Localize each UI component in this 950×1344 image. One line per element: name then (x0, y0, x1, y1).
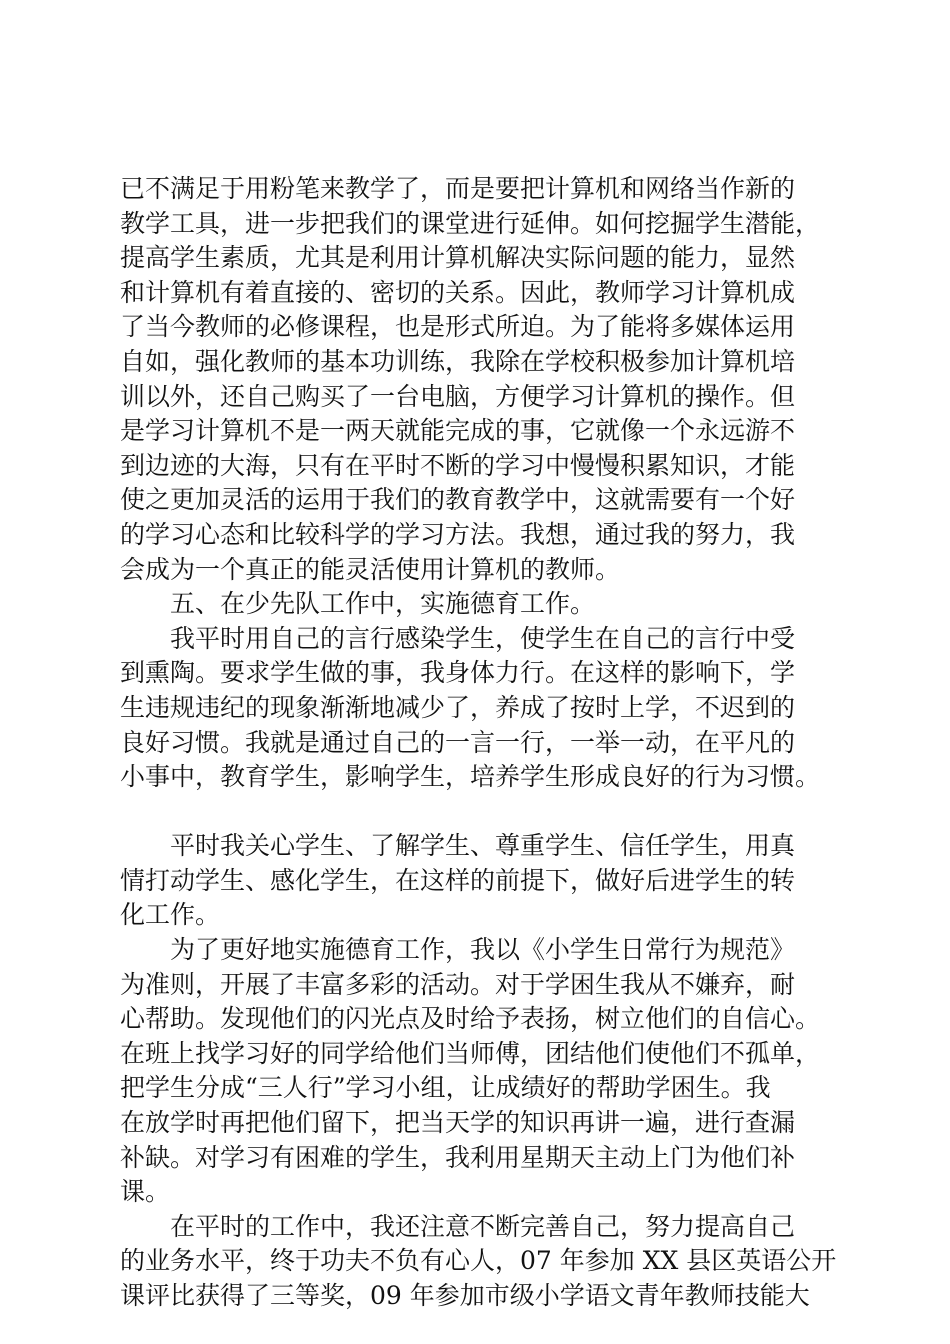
paragraph-caring-students: 平时我关心学生、了解学生、尊重学生、信任学生，用真 情打动学生、感化学生，在这样的前提下，做好后进学生的转 化工作。 (120, 831, 796, 930)
paragraph-self-improvement: 在平时的工作中，我还注意不断完善自己，努力提高自己 的业务水平，终于功夫不负有心人，07 年参加 XX 县区英语公开 课评比获得了三等奖，09 年参加市级小学语文青年教师技能大 (120, 1211, 837, 1310)
paragraph-setting-example: 我平时用自己的言行感染学生，使学生在自己的言行中受 到熏陶。要求学生做的事，我身体力行。在这样的影响下，学 生违规违纪的现象渐渐地减少了，养成了按时上学，不迟到的 良好习惯。我就是通过自己的一言一行，一举一动，在平凡的 小事中，教育学生，影响学生，培养学生形成良好的行为习惯。 (120, 623, 821, 792)
paragraph-gap (120, 795, 840, 830)
paragraph-activities: 为了更好地实施德育工作，我以《小学生日常行为规范》 为准则，开展了丰富多彩的活动。对于学困生我从不嫌弃，耐 心帮助。发现他们的闪光点及时给予表扬，树立他们的自信心。 在班上找学习好的同学给他们当师傅，团结他们使他们不孤单， 把学生分成“三人行”学习小组，让成绩好的帮助学困生。我 在放学时再把他们留下，把当天学的知识再讲一遍，进行查漏 补缺。对学习有困难的学生，我利用星期天主动上门为他们补 课。 (120, 935, 821, 1207)
document-body (120, 172, 840, 1314)
paragraph-computer-learning: 已不满足于用粉笔来教学了，而是要把计算机和网络当作新的 教学工具，进一步把我们的课堂进行延伸。如何挖掘学生潜能， 提高学生素质，尤其是利用计算机解决实际问题的能力，显然 和计算机有着直接的、密切的关系。因此，教师学习计算机成 了当今教师的必修课程，也是形式所迫。为了能将多媒体运用 自如，强化教师的基本功训练，我除在学校积极参加计算机培 训以外，还自己购买了一台电脑，方便学习计算机的操作。但 是学习计算机不是一两天就能完成的事，它就像一个永远游不 到边迹的大海，只有在平时不断的学习中慢慢积累知识，才能 使之更加灵活的运用于我们的教育教学中，这就需要有一个好 的学习心态和比较科学的学习方法。我想，通过我的努力，我 会成为一个真正的能灵活使用计算机的教师。 (120, 174, 821, 584)
section-heading-moral-education: 五、在少先队工作中，实施德育工作。 (170, 589, 596, 619)
